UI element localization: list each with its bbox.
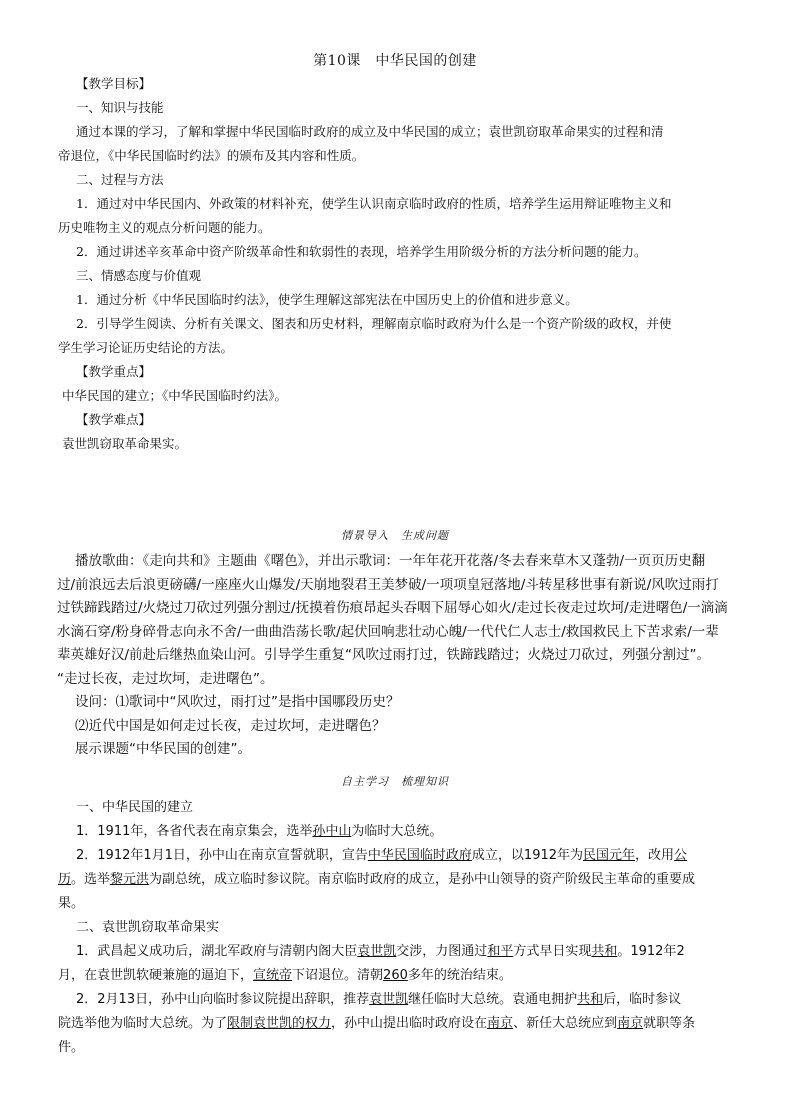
- part2-item-1-cont: [58, 964, 748, 988]
- knowledge-text-1: 通过本课的学习，了解和掌握中华民国临时政府的成立及中华民国的成立；袁世凯窃取革命果实的过程和清: [76, 124, 664, 139]
- process-text-1: 1．通过对中华民国内、外政策的材料补充，使学生认识南京临时政府的性质，培养学生运用辩证唯物主义和: [76, 196, 672, 211]
- text-span: 院选举他为临时大总统。为了: [58, 1016, 228, 1031]
- text-span: 、新任大总统应到: [513, 1016, 618, 1031]
- attitude-text-1: 1．通过分析《中华民国临时约法》，使学生理解这部宪法在中国历史上的价值和进步意义。: [76, 292, 578, 307]
- text-span: 交涉，力图通过: [396, 944, 488, 959]
- part1-item-2-cont: [58, 868, 748, 892]
- objectives-heading: 【教学目标】: [76, 76, 152, 91]
- attitude-heading: 三、情感态度与价值观: [76, 268, 202, 283]
- answer-underline: 限制袁世凯的权力: [227, 1016, 332, 1031]
- answer-underline: 黎元洪: [110, 872, 150, 887]
- difficulty-text: 袁世凯窃取革命果实。: [62, 436, 188, 451]
- answer-underline: 袁世凯: [357, 944, 397, 959]
- part1-item-2-end: 果。: [58, 896, 85, 911]
- answer-underline: 中华民国临时政府: [367, 848, 472, 863]
- key-points-text: 中华民国的建立；《中华民国临时约法》。: [62, 388, 288, 403]
- answer-underline: 260: [383, 968, 408, 983]
- text-span: ，改用: [635, 848, 675, 863]
- part2-item-2-cont: [58, 1012, 748, 1036]
- part2-item-2-end: 件。: [58, 1040, 85, 1055]
- answer-underline: 南京: [617, 1016, 644, 1031]
- text-span: 下诏退位。清朝: [292, 968, 384, 983]
- self-study-section: [58, 796, 748, 1060]
- process-text-2: 历史唯物主义的观点分析问题的能力。: [58, 220, 271, 235]
- attitude-text-2: 2．引导学生阅读、分析有关课文、图表和历史材料，理解南京临时政府为什么是一个资产阶级的政权，并使: [76, 316, 672, 331]
- intro-line-3: 过铁蹄践踏过/火烧过刀砍过列强分割过/抚摸着伤痕昂起头吞咽下屈辱心如火/走过长夜走过坎坷/走进曙色/一滴滴: [57, 600, 728, 616]
- answer-underline: 南京: [487, 1016, 514, 1031]
- self-study-heading: 自主学习 梳理知识: [341, 775, 449, 788]
- text-span: 。1912年2: [617, 944, 685, 959]
- intro-line-6: “走过长夜，走过坎坷，走进曙色”。: [57, 670, 274, 687]
- objectives-section: [58, 72, 748, 456]
- part2-item-2: [58, 988, 748, 1012]
- text-span: 1．1911年，各省代表在南京集会，选举: [76, 824, 313, 839]
- text-span: 2．1912年1月1日，孙中山在南京宣誓就职，宣告: [76, 848, 368, 863]
- text-span: 为临时大总统。: [351, 824, 443, 839]
- text-span: 。选举: [71, 872, 111, 887]
- key-points-heading: 【教学重点】: [76, 364, 152, 379]
- part1-heading: 一、中华民国的建立: [76, 800, 194, 815]
- knowledge-heading: 一、知识与技能: [76, 100, 164, 115]
- answer-underline: 和平: [487, 944, 514, 959]
- show-topic: 展示课题“中华民国的创建”。: [75, 741, 251, 757]
- part1-item-2: [58, 844, 748, 868]
- intro-line-5: 辈英雄好汉/前赴后继热血染山河。引导学生重复“风吹过雨打过，铁蹄践踏过；火烧过刀砍过，列强分割过”。: [57, 647, 711, 663]
- text-span: 后，临时参议: [603, 992, 682, 1007]
- intro-line-4: 水滴石穿/粉身碎骨志向永不舍/一曲曲浩荡长歌/起伏回响悲壮动心魄/一代代仁人志士/救国救民上下苦求索/一辈: [57, 623, 719, 640]
- text-span: 就职等条: [643, 1016, 696, 1031]
- text-span: ，孙中山提出临时政府设在: [331, 1016, 488, 1031]
- answer-underline: 共和: [577, 992, 604, 1007]
- text-span: 多年的统治结束。: [407, 968, 512, 983]
- part1-item-1: [58, 820, 748, 844]
- text-span: 继任临时大总统。袁通电拥护: [408, 992, 578, 1007]
- attitude-text-3: 学生学习论证历史结论的方法。: [58, 340, 234, 355]
- process-text-3: 2．通过讲述辛亥革命中资产阶级革命性和软弱性的表现，培养学生用阶级分析的方法分析问题的能力。: [76, 244, 647, 259]
- question-2: ⑵近代中国是如何走过长夜，走过坎坷，走进曙色？: [75, 717, 386, 734]
- answer-underline: 孙中山: [312, 824, 352, 839]
- lesson-title: 第10课 中华民国的创建: [313, 53, 477, 69]
- answer-underline: 公: [674, 848, 688, 863]
- text-span: 成立，以1912年为: [471, 848, 584, 863]
- part2-item-1: [58, 940, 748, 964]
- answer-underline: 民国元年: [583, 848, 636, 863]
- knowledge-text-2: 帝退位，《中华民国临时约法》的颁布及其内容和性质。: [58, 148, 365, 163]
- intro-line-1: 播放歌曲：《走向共和》主题曲《曙色》，并出示歌词：一年年花开花落/冬去春来草木又蓬勃/一页页历史翻: [75, 553, 706, 569]
- answer-underline: 共和: [591, 944, 618, 959]
- answer-underline: 袁世凯: [369, 992, 409, 1007]
- answer-underline: 宣统帝: [253, 968, 293, 983]
- part2-heading: 二、袁世凯窃取革命果实: [76, 920, 220, 935]
- intro-line-2: 过/前浪远去后浪更磅礴/一座座火山爆发/天崩地裂君王美梦破/一项项皇冠落地/斗转星移世事有新说/风吹过雨打: [57, 576, 719, 593]
- text-span: 月，在袁世凯软硬兼施的逼迫下，: [58, 968, 254, 983]
- text-span: 1．武昌起义成功后，湖北军政府与清朝内阁大臣: [76, 944, 358, 959]
- text-span: 为副总统，成立临时参议院。南京临时政府的成立，是孙中山领导的资产阶级民主革命的重要成: [149, 872, 696, 887]
- question-1: 设问：⑴歌词中“风吹过，雨打过”是指中国哪段历史？: [75, 694, 400, 710]
- answer-underline: 历: [58, 872, 72, 887]
- difficulty-heading: 【教学难点】: [76, 412, 152, 427]
- process-heading: 二、过程与方法: [76, 172, 164, 187]
- intro-heading: 情景导入 生成问题: [341, 529, 449, 542]
- text-span: 方式早日实现: [513, 944, 592, 959]
- text-span: 2．2月13日，孙中山向临时参议院提出辞职，推荐: [76, 992, 370, 1007]
- intro-section: [57, 550, 747, 762]
